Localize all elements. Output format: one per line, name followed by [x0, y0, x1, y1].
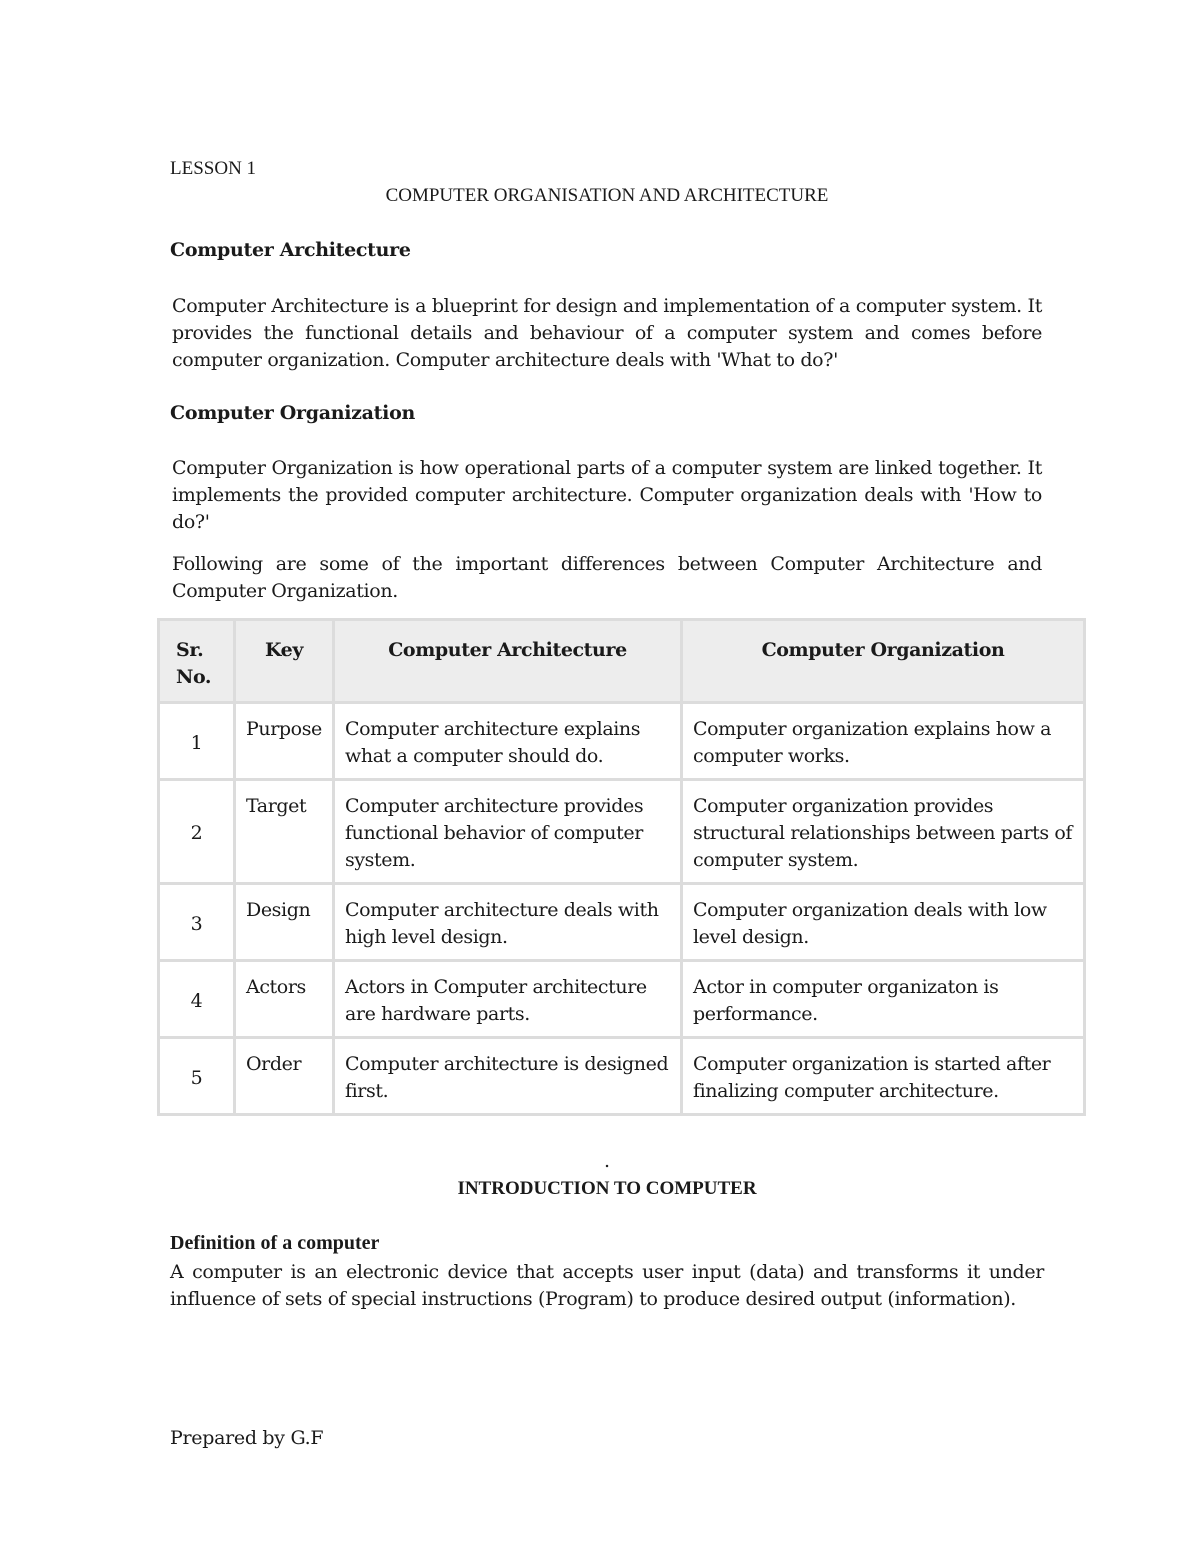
- cell-architecture: Computer architecture is designed first.: [334, 1038, 682, 1115]
- cell-architecture: Computer architecture explains what a computer should do.: [334, 703, 682, 780]
- header-sr-no: Sr. No.: [159, 620, 235, 703]
- cell-organization: Computer organization is started after finalizing computer architecture.: [682, 1038, 1085, 1115]
- separator-dot: .: [604, 1150, 611, 1172]
- cell-key: Order: [235, 1038, 334, 1115]
- cell-sr: 1: [159, 703, 235, 780]
- table-row: [159, 780, 1085, 884]
- organization-paragraph: Computer Organization is how operational parts of a computer system are linked together. It implements the provided computer architecture. Computer organization deals with 'How to do?': [172, 457, 1042, 533]
- table-header-row: [159, 620, 1085, 703]
- cell-organization: Computer organization provides structural relationships between parts of computer system.: [682, 780, 1085, 884]
- organization-heading: Computer Organization: [170, 402, 415, 424]
- cell-organization: Computer organization deals with low level design.: [682, 884, 1085, 961]
- header-computer-architecture: Computer Architecture: [334, 620, 682, 703]
- lesson-label: LESSON 1: [170, 158, 257, 179]
- comparison-table: [157, 618, 1086, 1116]
- cell-organization: Computer organization explains how a computer works.: [682, 703, 1085, 780]
- cell-sr: 4: [159, 961, 235, 1038]
- differences-intro-paragraph: Following are some of the important differences between Computer Architecture and Computer Organization.: [172, 553, 1042, 602]
- cell-key: Design: [235, 884, 334, 961]
- cell-sr: 5: [159, 1038, 235, 1115]
- cell-key: Target: [235, 780, 334, 884]
- header-key: Key: [235, 620, 334, 703]
- cell-key: Actors: [235, 961, 334, 1038]
- cell-sr: 3: [159, 884, 235, 961]
- table-row: [159, 961, 1085, 1038]
- cell-organization: Actor in computer organizaton is performance.: [682, 961, 1085, 1038]
- cell-architecture: Computer architecture deals with high level design.: [334, 884, 682, 961]
- page-title: COMPUTER ORGANISATION AND ARCHITECTURE: [385, 185, 829, 206]
- intro-section-title: INTRODUCTION TO COMPUTER: [457, 1178, 757, 1199]
- footer-author: Prepared by G.F: [170, 1427, 324, 1449]
- architecture-paragraph: Computer Architecture is a blueprint for design and implementation of a computer system. It provides the functional details and behaviour of a computer system and comes before computer organization. Computer architecture deals with 'What to do?': [172, 295, 1042, 371]
- cell-architecture: Computer architecture provides functional behavior of computer system.: [334, 780, 682, 884]
- definition-heading: Definition of a computer: [170, 1232, 380, 1254]
- cell-architecture: Actors in Computer architecture are hardware parts.: [334, 961, 682, 1038]
- architecture-heading: Computer Architecture: [170, 239, 411, 261]
- table-row: [159, 1038, 1085, 1115]
- table-row: [159, 884, 1085, 961]
- cell-sr: 2: [159, 780, 235, 884]
- cell-key: Purpose: [235, 703, 334, 780]
- table-row: [159, 703, 1085, 780]
- header-computer-organization: Computer Organization: [682, 620, 1085, 703]
- definition-paragraph: A computer is an electronic device that accepts user input (data) and transforms it under influence of sets of special instructions (Program) to produce desired output (information).: [170, 1261, 1044, 1310]
